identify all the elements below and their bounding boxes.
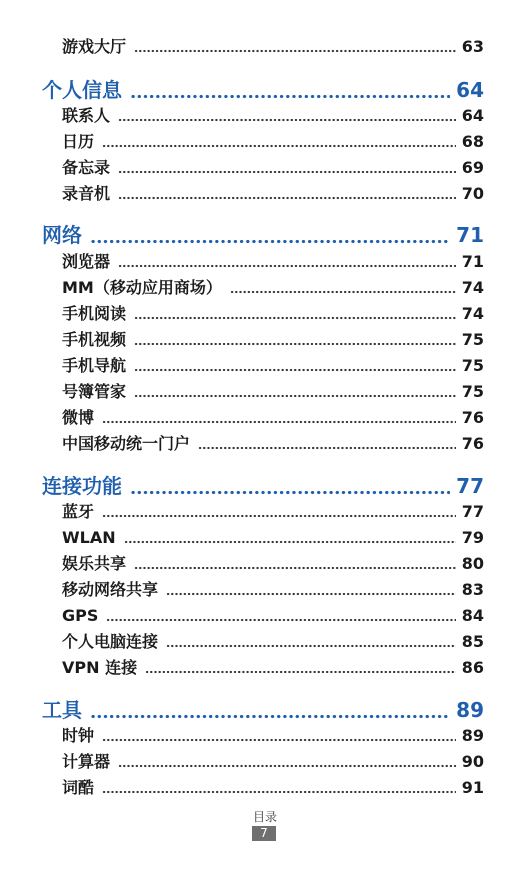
toc-entry-label: 备忘录	[62, 158, 111, 177]
dot-leader	[102, 144, 456, 148]
toc-entry-label: 娱乐共享	[62, 554, 127, 573]
toc-entry-page: 84	[461, 606, 484, 625]
toc-entry-page: 83	[461, 580, 484, 599]
toc-entry[interactable]	[62, 158, 484, 178]
toc-entry[interactable]	[62, 606, 484, 626]
dot-leader	[118, 196, 456, 200]
toc-entry[interactable]	[62, 278, 484, 298]
toc-entry-label: 蓝牙	[62, 502, 95, 521]
toc-entry[interactable]	[62, 304, 484, 324]
dot-leader	[134, 394, 456, 398]
toc-entry-page: 71	[461, 252, 484, 271]
dot-leader	[90, 714, 450, 719]
dot-leader	[134, 368, 456, 372]
toc-entry-label: 日历	[62, 132, 95, 151]
dot-leader	[198, 446, 456, 450]
toc-entry-label: MM（移动应用商场）	[62, 278, 222, 297]
footer-label: 目录	[252, 810, 277, 824]
toc-entry[interactable]	[62, 434, 484, 454]
toc-entry-page: 64	[461, 106, 484, 125]
toc-entry[interactable]	[62, 726, 484, 746]
toc-entry-label: 个人电脑连接	[62, 632, 159, 651]
toc-entry[interactable]	[62, 528, 484, 548]
dot-leader	[166, 592, 456, 596]
toc-entry-label: 网络	[42, 223, 82, 247]
toc-entry-page: 74	[461, 278, 484, 297]
dot-leader	[230, 290, 456, 294]
toc-entry-label: 手机阅读	[62, 304, 127, 323]
toc-entry-page: 80	[461, 554, 484, 573]
toc-entry-label: 移动网络共享	[62, 580, 159, 599]
toc-section[interactable]	[42, 697, 484, 723]
toc-entry[interactable]	[62, 184, 484, 204]
dot-leader	[166, 644, 456, 648]
toc-entry[interactable]	[62, 356, 484, 376]
toc-entry-label: 微博	[62, 408, 95, 427]
toc-entry-label: GPS	[62, 606, 99, 625]
dot-leader	[134, 566, 456, 570]
toc-section[interactable]	[42, 473, 484, 499]
toc-section[interactable]	[42, 77, 484, 103]
dot-leader	[134, 316, 456, 320]
toc-entry-page: 89	[461, 726, 484, 745]
toc-entry[interactable]	[62, 554, 484, 574]
dot-leader	[102, 420, 456, 424]
dot-leader	[102, 738, 456, 742]
dot-leader	[102, 790, 456, 794]
toc-entry[interactable]	[62, 37, 484, 57]
dot-leader	[118, 264, 456, 268]
toc-entry-page: 74	[461, 304, 484, 323]
toc-entry-page: 89	[456, 698, 484, 722]
toc-entry-page: 75	[461, 382, 484, 401]
dot-leader	[124, 540, 456, 544]
toc-entry-page: 79	[461, 528, 484, 547]
toc-entry[interactable]	[62, 502, 484, 522]
toc-entry-page: 71	[456, 223, 484, 247]
toc-entry-label: 号簿管家	[62, 382, 127, 401]
toc-entry[interactable]	[62, 408, 484, 428]
toc-entry-label: 计算器	[62, 752, 111, 771]
toc-entry-label: 连接功能	[42, 474, 122, 498]
toc-entry[interactable]	[62, 252, 484, 272]
toc-entry[interactable]	[62, 658, 484, 678]
toc-entry-page: 75	[461, 330, 484, 349]
toc-entry-page: 69	[461, 158, 484, 177]
toc-entry-page: 63	[461, 37, 484, 56]
toc-entry-page: 91	[461, 778, 484, 797]
toc-entry[interactable]	[62, 132, 484, 152]
toc-entry-label: 中国移动统一门户	[62, 434, 191, 453]
toc-entry-page: 75	[461, 356, 484, 375]
dot-leader	[106, 618, 455, 622]
toc-entry-label: 个人信息	[42, 78, 122, 102]
dot-leader	[118, 764, 456, 768]
toc-entry-page: 85	[461, 632, 484, 651]
toc-entry-page: 77	[456, 474, 484, 498]
toc-entry-page: 76	[461, 434, 484, 453]
toc-entry-label: 时钟	[62, 726, 95, 745]
toc-entry-page: 77	[461, 502, 484, 521]
dot-leader	[130, 490, 450, 495]
dot-leader	[130, 94, 450, 99]
toc-entry[interactable]	[62, 778, 484, 798]
toc-entry-label: 手机导航	[62, 356, 127, 375]
toc-entry[interactable]	[62, 330, 484, 350]
toc-entry-label: 联系人	[62, 106, 111, 125]
toc-entry-label: 手机视频	[62, 330, 127, 349]
toc-entry-page: 86	[461, 658, 484, 677]
dot-leader	[134, 49, 456, 53]
dot-leader	[90, 239, 450, 244]
toc-entry-label: 游戏大厅	[62, 37, 127, 56]
page-number: 7	[252, 826, 276, 841]
toc-entry-page: 76	[461, 408, 484, 427]
toc-entry[interactable]	[62, 752, 484, 772]
toc-entry[interactable]	[62, 106, 484, 126]
toc-entry[interactable]	[62, 632, 484, 652]
toc-entry-label: 浏览器	[62, 252, 111, 271]
toc-entry[interactable]	[62, 580, 484, 600]
toc-entry[interactable]	[62, 382, 484, 402]
dot-leader	[102, 514, 456, 518]
toc-entry-label: 录音机	[62, 184, 111, 203]
toc-entry-label: 词酷	[62, 778, 95, 797]
dot-leader	[118, 170, 456, 174]
dot-leader	[145, 670, 456, 674]
toc-entry-label: 工具	[42, 698, 82, 722]
toc-entry-label: WLAN	[62, 528, 116, 547]
dot-leader	[134, 342, 456, 346]
toc-entry-page: 68	[461, 132, 484, 151]
toc-entry-page: 64	[456, 78, 484, 102]
toc-entry-page: 90	[461, 752, 484, 771]
toc-section[interactable]	[42, 222, 484, 248]
dot-leader	[118, 118, 456, 122]
toc-entry-label: VPN 连接	[62, 658, 138, 677]
toc-entry-page: 70	[461, 184, 484, 203]
